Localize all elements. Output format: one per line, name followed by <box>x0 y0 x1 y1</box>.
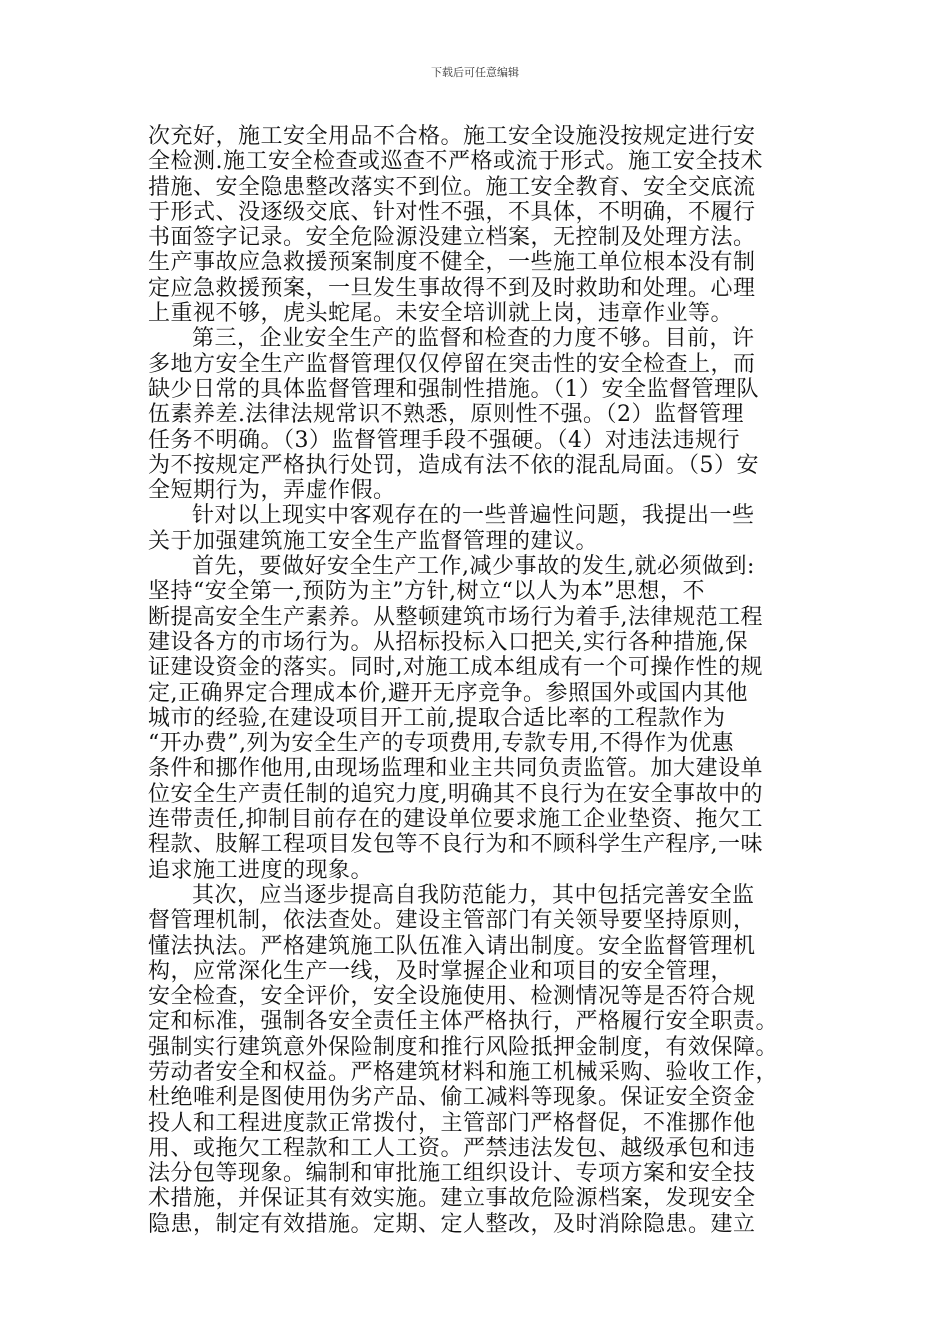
text-line: 隐患，制定有效措施。定期、定人整改，及时消除隐患。建立 <box>148 1211 756 1237</box>
text-line: 针对以上现实中客观存在的一些普遍性问题，我提出一些 <box>192 503 755 529</box>
text-line: 劳动者安全和权益。严格建筑材料和施工机械采购、验收工作， <box>148 1059 779 1085</box>
text-line: 全短期行为，弄虚作假。 <box>148 478 396 504</box>
text-line: 术措施，并保证其有效实施。建立事故危险源档案，发现安全 <box>148 1186 756 1212</box>
text-line: 位安全生产责任制的追究力度,明确其不良行为在安全事故中的 <box>148 781 763 807</box>
text-line: 杜绝唯利是图使用伪劣产品、偷工减料等现象。保证安全资金 <box>148 1085 756 1111</box>
text-line: “开办费”,列为安全生产的专项费用,专款专用,不得作为优惠 <box>148 731 734 757</box>
text-line: 投人和工程进度款正常拨付，主管部门严格督促，不准挪作他 <box>148 1110 756 1136</box>
text-line: 条件和挪作他用,由现场监理和业主共同负责监管。加大建设单 <box>148 756 763 782</box>
text-line: 证建设资金的落实。同时,对施工成本组成有一个可操作性的规 <box>148 655 763 681</box>
text-line: 建设各方的市场行为。从招标投标入口把关,实行各种措施,保 <box>148 629 748 655</box>
page-header: 下载后可任意编辑 <box>431 66 519 79</box>
text-line: 坚持“安全第一,预防为主”方针,树立“以人为本”思想，不 <box>148 579 705 605</box>
text-line: 连带责任,抑制目前存在的建设单位要求施工企业垫资、拖欠工 <box>148 807 763 833</box>
text-line: 首先，要做好安全生产工作,减少事故的发生,就必须做到: <box>192 554 755 580</box>
text-line: 强制实行建筑意外保险制度和推行风险抵押金制度，有效保障。 <box>148 1034 779 1060</box>
text-line: 构，应常深化生产一线，及时掌握企业和项目的安全管理， <box>148 958 734 984</box>
text-line: 定应急救援预案，一旦发生事故得不到及时救助和处理。心理 <box>148 275 756 301</box>
text-line: 生产事故应急救援预案制度不健全，一些施工单位根本没有制 <box>148 250 756 276</box>
text-line: 书面签字记录。安全危险源没建立档案，无控制及处理方法。 <box>148 225 756 251</box>
text-line: 缺少日常的具体监督管理和强制性措施。（1）安全监督管理队 <box>148 376 759 402</box>
text-line: 城市的经验,在建设项目开工前,提取合适比率的工程款作为 <box>148 705 726 731</box>
text-line: 其次，应当逐步提高自我防范能力，其中包括完善安全监 <box>192 882 755 908</box>
text-line: 安全检查，安全评价，安全设施使用、检测情况等是否符合规 <box>148 984 756 1010</box>
text-line: 追求施工进度的现象。 <box>148 857 374 883</box>
text-line: 定和标准，强制各安全责任主体严格执行，严格履行安全职责。 <box>148 1009 779 1035</box>
text-line: 程款、肢解工程项目发包等不良行为和不顾科学生产程序,一味 <box>148 832 763 858</box>
text-line: 任务不明确。（3）监督管理手段不强硬。（4）对违法违规行 <box>148 427 740 453</box>
text-line: 用、或拖欠工程款和工人工资。严禁违法发包、越级承包和违 <box>148 1135 756 1161</box>
text-line: 措施、安全隐患整改落实不到位。施工安全教育、安全交底流 <box>148 174 756 200</box>
text-line: 懂法执法。严格建筑施工队伍准入请出制度。安全监督管理机 <box>148 933 756 959</box>
text-line: 关于加强建筑施工安全生产监督管理的建议。 <box>148 528 599 554</box>
text-line: 督管理机制，依法查处。建设主管部门有关领导要坚持原则， <box>148 908 756 934</box>
text-line: 上重视不够，虎头蛇尾。未安全培训就上岗，违章作业等。 <box>148 301 734 327</box>
text-line: 法分包等现象。编制和审批施工组织设计、专项方案和安全技 <box>148 1161 756 1187</box>
text-line: 为不按规定严格执行处罚，造成有法不依的混乱局面。（5）安 <box>148 452 759 478</box>
document-body <box>148 124 808 1237</box>
text-line: 伍素养差.法律法规常识不熟悉，原则性不强。（2）监督管理 <box>148 402 744 428</box>
text-line: 全检测.施工安全检查或巡查不严格或流于形式。施工安全技术 <box>148 149 763 175</box>
text-line: 定,正确界定合理成本价,避开无序竞争。参照国外或国内其他 <box>148 680 748 706</box>
text-line: 多地方安全生产监督管理仅仅停留在突击性的安全检查上，而 <box>148 351 756 377</box>
text-line: 次充好，施工安全用品不合格。施工安全设施没按规定进行安 <box>148 124 756 149</box>
text-line: 于形式、没逐级交底、针对性不强，不具体，不明确，不履行 <box>148 199 756 225</box>
text-line: 第三，企业安全生产的监督和检查的力度不够。目前，许 <box>192 326 755 352</box>
text-line: 断提高安全生产素养。从整顿建筑市场行为着手,法律规范工程 <box>148 604 763 630</box>
